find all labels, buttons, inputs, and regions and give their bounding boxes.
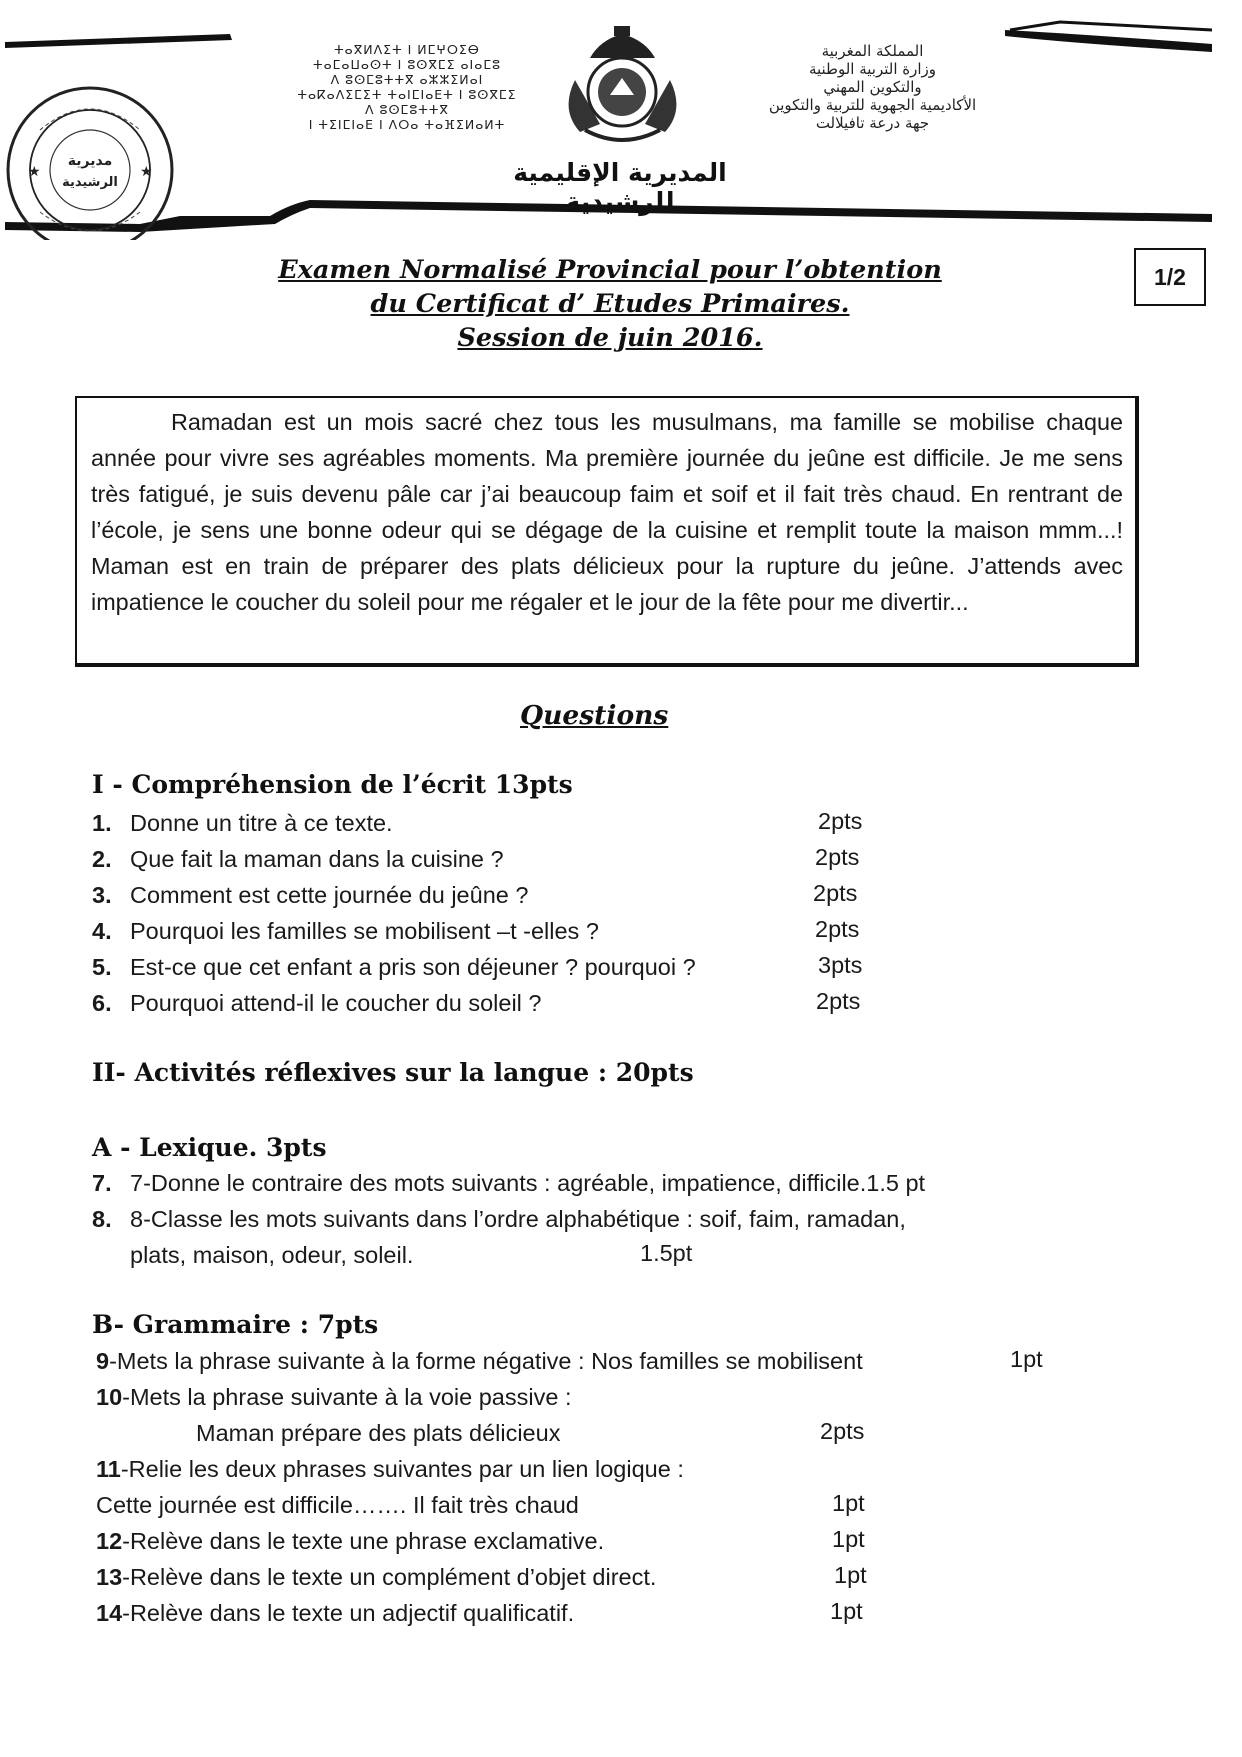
stamp-seal [8, 88, 172, 240]
section-2-title: II- Activités réflexives sur la langue : 20pts [92, 1058, 694, 1087]
question-text: 7-Donne le contraire des mots suivants : agréable, impatience, difficile.1.5 pt [130, 1170, 926, 1196]
question-number: 13 [96, 1564, 123, 1590]
tifinagh-line: ⵏ ⵜⵉⵏⵎⵏⴰⴹ ⵏ ⴷⵔⴰ ⵜⴰⴼⵉⵍⴰⵍⵜ [308, 117, 506, 132]
question-text: -Relève dans le texte une phrase exclamative. [122, 1528, 605, 1554]
question-text: Donne un titre à ce texte. [130, 810, 393, 836]
section-1-title: I - Compréhension de l’écrit 13pts [92, 770, 573, 799]
question-11-sentence: Cette journée est difficile……. Il fait très chaud [96, 1492, 579, 1518]
question-text: Pourquoi attend-il le coucher du soleil ? [130, 990, 542, 1016]
arabic-line: وزارة التربية الوطنية [808, 60, 937, 78]
question-points: 2pts [815, 916, 860, 942]
question-points: 2pts [815, 844, 860, 870]
question-points: 1pt [830, 1598, 863, 1624]
question-number: 9 [96, 1348, 110, 1374]
provincial-direction-name: المديرية الإقليمية للرشيدية [513, 158, 727, 216]
svg-text:الرشيدية: الرشيدية [62, 175, 118, 190]
question-11 [96, 1456, 684, 1483]
exam-title-line-3: Session de juin 2016. [457, 323, 763, 353]
arabic-line: الأكاديمية الجهوية للتربية والتكوين [768, 96, 977, 114]
question-text: 8-Classe les mots suivants dans l’ordre alphabétique : soif, faim, ramadan, [130, 1206, 906, 1232]
question-text: Pourquoi les familles se mobilisent –t -elles ? [130, 918, 599, 944]
question-text: Est-ce que cet enfant a pris son déjeuner ? pourquoi ? [130, 954, 696, 980]
tifinagh-line: ⵜⴰⴽⴰⴷⵉⵎⵉⵜ ⵜⴰⵏⵎⵏⴰⴹⵜ ⵏ ⵓⵙⴳⵎⵉ [297, 87, 517, 102]
question-12 [96, 1528, 604, 1555]
question-number: 2. [92, 846, 112, 872]
questions-heading: Questions [520, 700, 669, 731]
svg-text:★: ★ [28, 164, 41, 180]
reading-passage-text: Ramadan est un mois sacré chez tous les musulmans, ma famille se mobilise chaque année pour vivre ses agréables moments. Ma première journée du jeûne est difficile. Je me sens très fatigué, je suis devenu pâle car j’ai beaucoup faim et soif et il fait très chaud. En rentrant de l’école, je sens une bonne odeur qui se dégage de la cuisine et remplit toute la maison mmm...! Maman est en train de préparer des plats délicieux pour la rupture du jeûne. J’attends avec impatience le coucher du soleil pour me régaler et le jour de la fête pour me divertir... [91, 409, 1123, 615]
tifinagh-line: ⵜⴰⵎⴰⵡⴰⵙⵜ ⵏ ⵓⵙⴳⵎⵉ ⴰⵏⴰⵎⵓ [313, 57, 501, 72]
question-text: Comment est cette journée du jeûne ? [130, 882, 529, 908]
question-number: 1. [92, 810, 112, 836]
question-14 [96, 1600, 574, 1627]
lexique-title: A - Lexique. 3pts [92, 1133, 327, 1162]
exam-title-line-1: Examen Normalisé Provincial pour l’obtention [278, 255, 942, 285]
page-number-box: 1/2 [1134, 248, 1206, 306]
svg-text:مديرية: مديرية [67, 153, 113, 169]
question-text: Que fait la maman dans la cuisine ? [130, 846, 504, 872]
question-item [92, 882, 528, 909]
top-left-rule [5, 34, 232, 48]
question-number: 10 [96, 1384, 123, 1410]
question-number: 3. [92, 882, 112, 908]
arabic-ministry-name [690, 42, 1055, 132]
question-text: -Mets la phrase suivante à la voie passive : [122, 1384, 572, 1410]
arabic-line: جهة درعة تافيلالت [815, 114, 930, 132]
question-13 [96, 1564, 656, 1591]
question-text: -Mets la phrase suivante à la forme négative : Nos familles se mobilisent [109, 1348, 863, 1374]
question-number: 7. [92, 1170, 112, 1196]
question-points: 2pts [813, 880, 858, 906]
question-points: 1pt [1010, 1346, 1043, 1372]
question-points: 3pts [818, 952, 863, 978]
question-item [92, 918, 599, 945]
question-number: 8. [92, 1206, 112, 1232]
tifinagh-line: ⵜⴰⴳⵍⴷⵉⵜ ⵏ ⵍⵎⵖⵔⵉⴱ [334, 42, 480, 57]
grammaire-title: B- Grammaire : 7pts [92, 1310, 379, 1339]
tifinagh-line: ⴷ ⵓⵙⵎⵓⵜⵜⴳ [365, 102, 449, 117]
question-points: 2pts [816, 988, 861, 1014]
question-number: 6. [92, 990, 112, 1016]
reading-passage-box [75, 396, 1139, 667]
question-8 [92, 1206, 906, 1233]
arabic-line: والتكوين المهني [823, 78, 922, 96]
svg-text:★: ★ [140, 164, 153, 180]
question-points: 2pts [820, 1418, 865, 1444]
question-number: 11 [96, 1456, 121, 1482]
question-number: 12 [96, 1528, 123, 1554]
question-item [92, 954, 696, 981]
question-number: 14 [96, 1600, 123, 1626]
question-7 [92, 1170, 925, 1197]
tifinagh-ministry-name [272, 42, 542, 132]
question-points: 1pt [832, 1490, 865, 1516]
question-points: 1.5pt [640, 1240, 693, 1266]
question-item [92, 990, 542, 1017]
question-number: 5. [92, 954, 112, 980]
coat-of-arms-emblem [569, 26, 677, 140]
arabic-line: المملكة المغربية [821, 42, 924, 60]
question-points: 2pts [818, 808, 863, 834]
question-10 [96, 1384, 571, 1411]
tifinagh-line: ⴷ ⵓⵙⵎⵓⵜⵜⴳ ⴰⵣⵣⵉⵍⴰⵏ [330, 72, 484, 87]
question-9 [96, 1348, 863, 1375]
exam-title-line-2: du Certificat d’ Etudes Primaires. [370, 289, 850, 319]
question-10-sentence: Maman prépare des plats délicieux [196, 1420, 561, 1446]
question-text: -Relève dans le texte un adjectif qualificatif. [122, 1600, 575, 1626]
question-8-continued: plats, maison, odeur, soleil. [130, 1242, 414, 1268]
question-item [92, 846, 504, 873]
question-text: -Relie les deux phrases suivantes par un lien logique : [120, 1456, 684, 1482]
question-points: 1pt [834, 1562, 867, 1588]
question-text: -Relève dans le texte un complément d’objet direct. [122, 1564, 657, 1590]
question-number: 4. [92, 918, 112, 944]
question-item [92, 810, 393, 837]
question-points: 1pt [832, 1526, 865, 1552]
